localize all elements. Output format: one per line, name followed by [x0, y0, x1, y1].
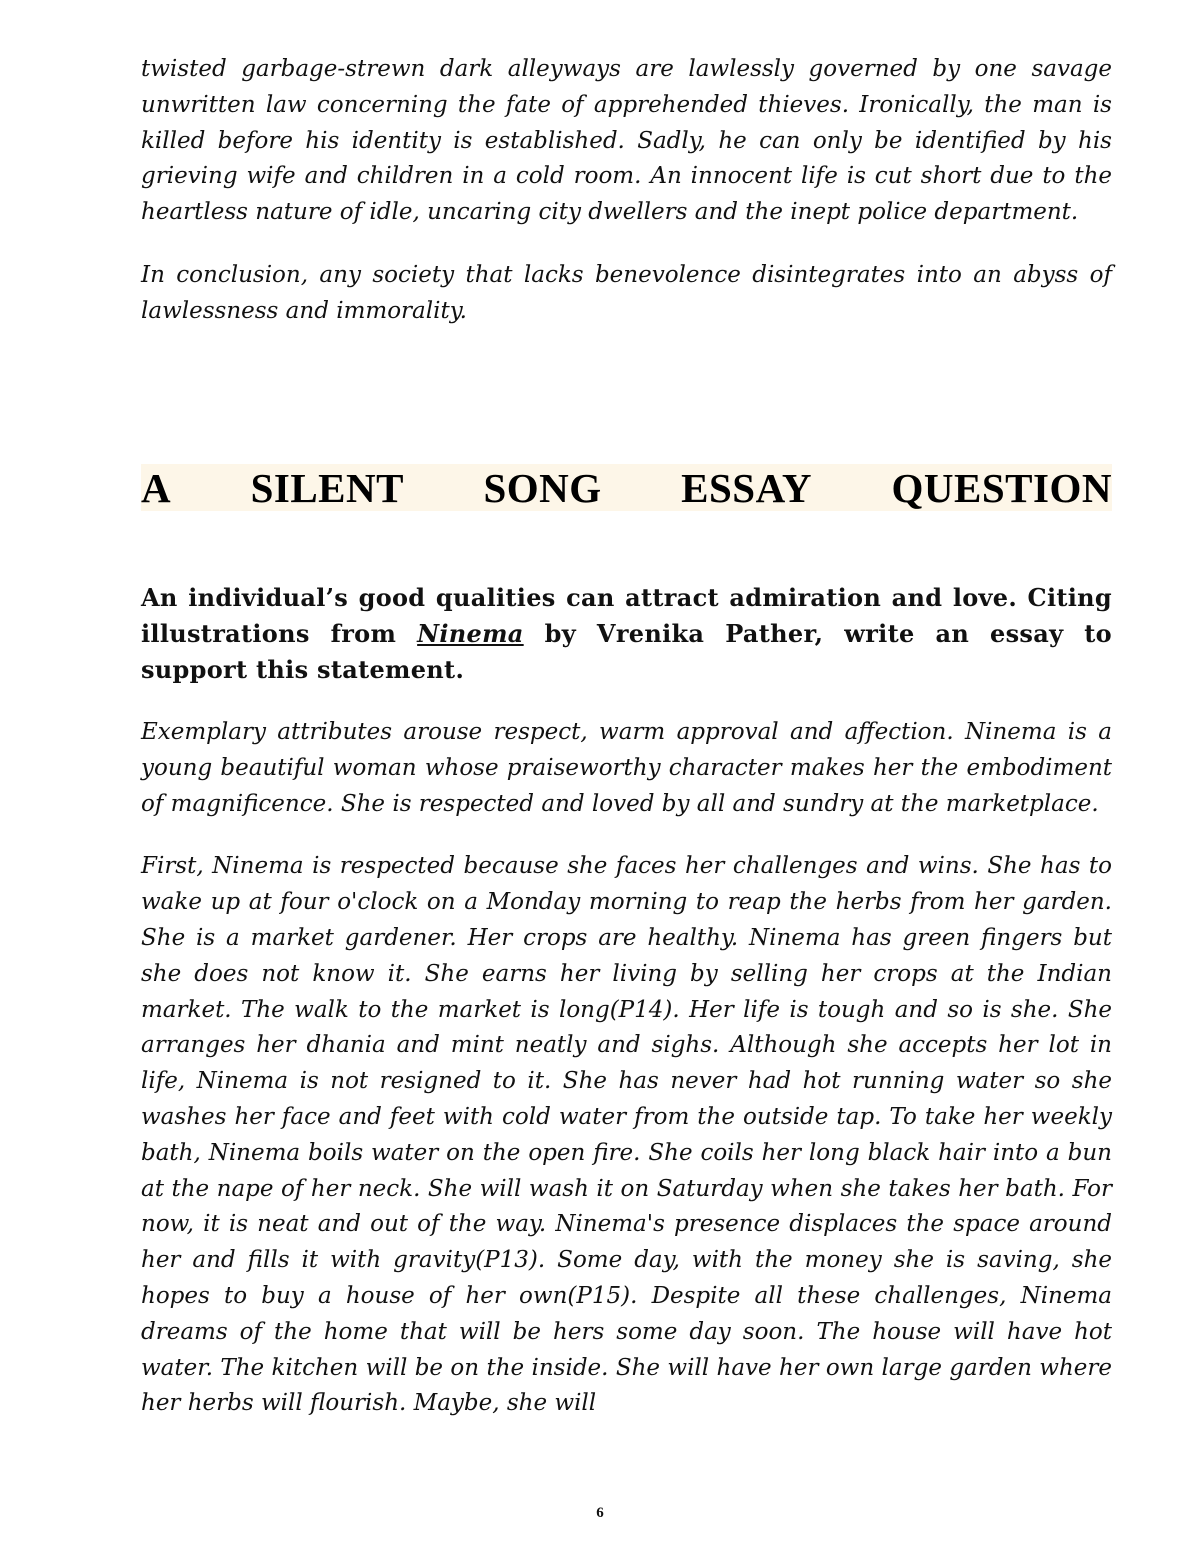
section-heading — [141, 464, 1112, 511]
previous-essay-conclusion: In conclusion, any society that lacks benevolence disintegrates into an abyss of lawlessness and immorality. — [141, 261, 1112, 324]
document-page-top — [141, 52, 1112, 330]
essay-introduction: Exemplary attributes arouse respect, warm approval and affection. Ninema is a young beautiful woman whose praiseworthy character makes her the embodiment of magnificence. She is respected and loved by all and sundry at the marketplace. — [141, 719, 1112, 817]
heading-word: QUESTION — [891, 464, 1112, 511]
essay-question — [141, 580, 1112, 688]
book-title: Ninema — [417, 619, 524, 648]
essay-body-paragraph: First, Ninema is respected because she faces her challenges and wins. She has to wake up at four o'clock on a Monday morning to reap the herbs from her garden. She is a market gardener. Her crops are healthy. Ninema has green fingers but she does not know it. She earns her living by selling her crops at the Indian market. The walk to the market is long(P14). Her life is tough and so is she. She arranges her dhania and mint neatly and sighs. Although she accepts her lot in life, Ninema is not resigned to it. She has never had hot running water so she washes her face and feet with cold water from the outside tap. To take her weekly bath, Ninema boils water on the open fire. She coils her long black hair into a bun at the nape of her neck. She will wash it on Saturday when she takes her bath. For now, it is neat and out of the way. Ninema's presence displaces the space around her and fills it with gravity(P13). Some day, with the money she is saving, she hopes to buy a house of her own(P15). Despite all these challenges, Ninema dreams of the home that will be hers some day soon. The house will have hot water. The kitchen will be on the inside. She will have her own large garden where her herbs will flourish. Maybe, she will — [141, 853, 1112, 1417]
page-number: 6 — [596, 1505, 604, 1521]
question-text-before: An individual’s good qualities can attract admiration and love. Citing illustrations from — [141, 583, 1112, 648]
heading-word: ESSAY — [681, 464, 813, 511]
essay-section — [141, 580, 1112, 1422]
question-text-after: by Vrenika Pather, write an essay to support this statement. — [141, 619, 1112, 684]
section-heading-band — [141, 464, 1112, 511]
previous-essay-paragraph: twisted garbage-strewn dark alleyways are lawlessly governed by one savage unwritten law concerning the fate of apprehended thieves. Ironically, the man is killed before his identity is established. Sadly, he can only be identified by his grieving wife and children in a cold room. An innocent life is cut short due to the heartless nature of idle, uncaring city dwellers and the inept police department. — [141, 56, 1112, 226]
heading-word: SILENT — [250, 464, 404, 511]
heading-word: SONG — [483, 464, 602, 511]
heading-word: A — [141, 464, 172, 511]
